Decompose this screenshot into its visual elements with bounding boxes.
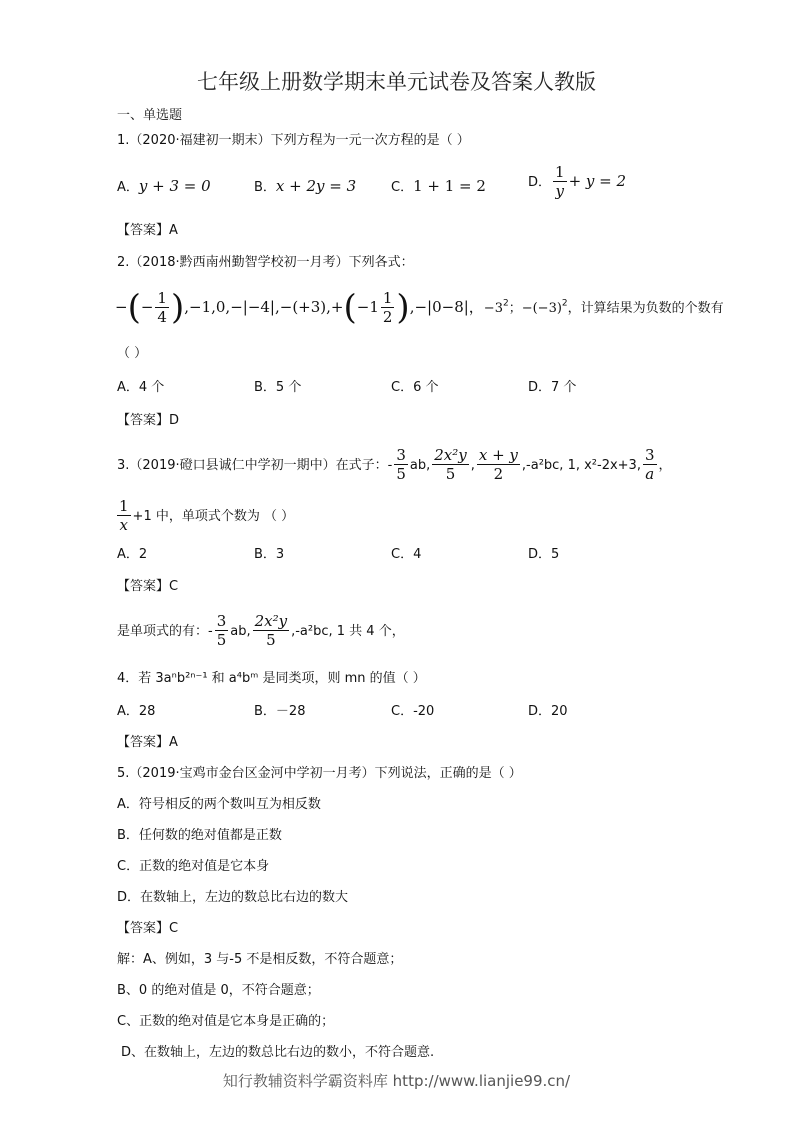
exponent: 2 — [502, 298, 509, 309]
fraction-numerator: x + y — [478, 446, 518, 464]
q4-option-b: B．－28 — [254, 704, 306, 719]
q2-power-1: −3 — [483, 301, 503, 316]
q1-d-math: + y = 2 — [568, 172, 627, 190]
q3-text-3: ,-a²bc, 1, x²-2x+3, — [521, 458, 641, 473]
q1-c-label: C． — [391, 180, 414, 195]
q2-fraction-2 — [381, 289, 395, 326]
minus-sign: − — [140, 298, 154, 316]
separator: ； — [508, 301, 522, 316]
q5-solution-2: B、0 的绝对值是 0，不符合题意； — [117, 983, 320, 998]
q5-solution-3: C、正数的绝对值是它本身是正确的； — [117, 1014, 335, 1029]
fraction-numerator: 3 — [396, 446, 406, 464]
q3-text-5: +1 中，单项式个数为 （ ） — [132, 509, 295, 524]
fraction-numerator: 2x²y — [254, 612, 288, 630]
q1-d-fraction — [553, 163, 567, 200]
q1-option-d — [528, 163, 626, 200]
q3-fraction-1 — [394, 446, 408, 483]
q5-solution-4: D、在数轴上，左边的数总比右边的数小，不符合题意. — [121, 1045, 435, 1060]
fraction-numerator: 3 — [216, 612, 227, 630]
fraction-denominator: x — [119, 516, 128, 534]
q3-expl-fraction-2 — [253, 612, 290, 649]
paren-close: ) — [396, 287, 410, 328]
q4-option-d: D．20 — [528, 704, 568, 719]
q3-option-a: A．2 — [117, 547, 148, 562]
q3-text-4: ， — [658, 458, 672, 473]
q3-answer: 【答案】C — [117, 579, 179, 594]
q2-fraction-1 — [155, 289, 169, 326]
paren-close: ) — [170, 287, 185, 328]
fraction-numerator: 2x²y — [434, 446, 467, 464]
paren-open: ( — [343, 287, 357, 328]
q2-option-b: B．5 个 — [254, 380, 302, 395]
q5-option-c: C．正数的绝对值是它本身 — [117, 859, 270, 874]
minus-sign: − — [115, 298, 128, 316]
q5-solution-1: 解：A、例如，3 与-5 不是相反数，不符合题意； — [117, 952, 403, 967]
q3-option-d: D．5 — [528, 547, 560, 562]
fraction-denominator: 5 — [266, 631, 276, 649]
q2-expression-end: ,−|0−8|， — [409, 298, 484, 316]
fraction-denominator: 5 — [445, 465, 456, 483]
q3-stem-line-2 — [115, 497, 294, 534]
fraction-denominator: 2 — [493, 465, 504, 483]
q3-fraction-3 — [477, 446, 520, 483]
q2-option-c: C．6 个 — [391, 380, 439, 395]
q1-d-label: D． — [528, 175, 552, 190]
q5-option-b: B．任何数的绝对值都是正数 — [117, 828, 282, 843]
q4-stem: 4．若 3aⁿb²ⁿ⁻¹ 和 a⁴bᵐ 是同类项，则 mn 的值（ ） — [117, 671, 426, 686]
fraction-denominator: 4 — [157, 308, 167, 326]
q3-expl-text-1: ab, — [230, 624, 251, 639]
paren-open: ( — [127, 287, 141, 328]
q3-expl-fraction-1 — [215, 612, 229, 649]
q2-expression — [115, 289, 724, 326]
q5-option-d: D．在数轴上，左边的数总比右边的数大 — [117, 890, 349, 905]
q3-explanation — [117, 612, 405, 649]
q4-option-c: C．-20 — [391, 704, 435, 719]
q3-fraction-4 — [643, 446, 657, 483]
q1-b-label: B． — [254, 180, 276, 195]
mixed-number-whole: −1 — [356, 298, 379, 316]
fraction-denominator: 5 — [216, 631, 227, 649]
q3-fraction-2 — [432, 446, 469, 483]
q2-answer: 【答案】D — [117, 413, 180, 428]
fraction-numerator: 1 — [555, 163, 565, 181]
q1-stem: 1.（2020·福建初一期末）下列方程为一元一次方程的是（ ） — [117, 133, 470, 148]
fraction-numerator: 3 — [644, 446, 655, 464]
q2-stem: 2.（2018·黔西南州勤智学校初一月考）下列各式： — [117, 255, 414, 270]
q1-option-b — [254, 176, 356, 197]
q1-b-math: x + 2y = 3 — [275, 177, 357, 195]
q3-text-1: ab, — [409, 458, 431, 473]
q1-option-c — [391, 176, 486, 197]
q1-a-math: y + 3 = 0 — [138, 177, 211, 195]
q5-answer: 【答案】C — [117, 921, 179, 936]
q4-answer: 【答案】A — [117, 735, 178, 750]
q1-option-a — [117, 176, 211, 197]
q4-option-a: A．28 — [117, 704, 156, 719]
q3-text-2: , — [470, 458, 475, 473]
exponent: 2 — [561, 298, 568, 309]
q2-blank: （ ） — [117, 346, 148, 361]
q1-a-label: A． — [117, 180, 139, 195]
page-footer: 知行教辅资料学霸资料库 http://www.lianjie99.cn/ — [222, 1072, 571, 1090]
q3-fraction-5 — [117, 497, 131, 534]
q1-c-math: 1 + 1 = 2 — [413, 177, 486, 195]
q2-option-d: D．7 个 — [528, 380, 577, 395]
fraction-denominator: 5 — [396, 465, 406, 483]
section-heading: 一、单选题 — [117, 108, 183, 123]
q3-stem-line — [117, 446, 672, 483]
q2-power-2: −(−3) — [521, 301, 562, 316]
q5-option-a: A．符号相反的两个数叫互为相反数 — [117, 797, 321, 812]
q2-option-a: A．4 个 — [117, 380, 165, 395]
q3-expl-text: 是单项式的有：- — [117, 624, 213, 639]
q5-stem: 5.（2019·宝鸡市金台区金河中学初一月考）下列说法，正确的是（ ） — [117, 766, 522, 781]
q2-tail-text: ，计算结果为负数的个数有 — [567, 301, 724, 316]
fraction-numerator: 1 — [157, 289, 167, 307]
q3-expl-text-2: ,-a²bc, 1 共 4 个， — [291, 624, 405, 639]
fraction-denominator: a — [645, 465, 655, 483]
fraction-denominator: y — [555, 182, 565, 200]
q2-expression-middle: ,−1,0,−|−4|,−(+3),+ — [184, 298, 344, 316]
fraction-numerator: 1 — [382, 289, 393, 307]
fraction-denominator: 2 — [382, 308, 393, 326]
q3-option-b: B．3 — [254, 547, 285, 562]
document-title: 七年级上册数学期末单元试卷及答案人教版 — [197, 70, 596, 94]
q1-answer: 【答案】A — [117, 223, 178, 238]
fraction-numerator: 1 — [119, 497, 129, 515]
q3-option-c: C．4 — [391, 547, 422, 562]
q3-stem: 3.（2019·磴口县诚仁中学初一期中）在式子：- — [117, 458, 393, 473]
